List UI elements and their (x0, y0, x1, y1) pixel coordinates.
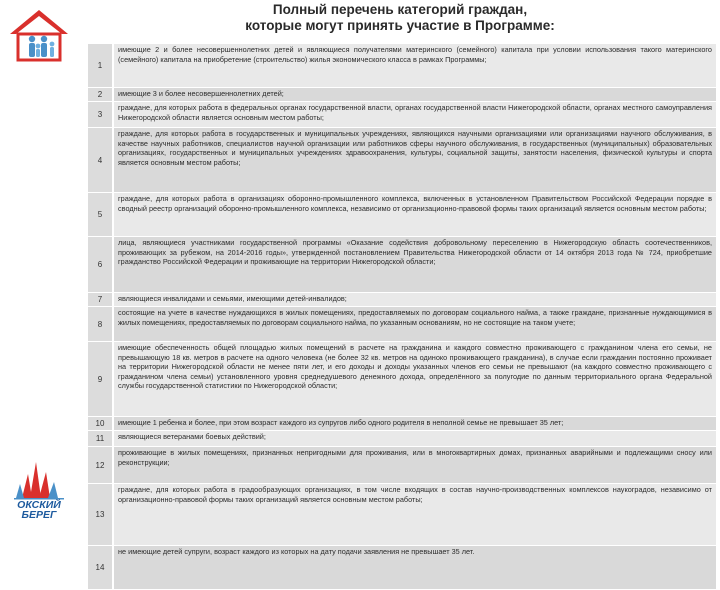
table-row (88, 128, 716, 193)
row-number: 11 (88, 431, 114, 446)
page-title: Полный перечень категорий граждан, которые могут принять участие в Программе: (245, 2, 555, 33)
table-row (88, 307, 716, 342)
row-number: 13 (88, 484, 114, 545)
row-text: являющиеся ветеранами боевых действий; (114, 431, 716, 446)
row-number: 1 (88, 44, 114, 87)
row-number: 4 (88, 128, 114, 192)
row-number: 12 (88, 447, 114, 483)
row-number: 8 (88, 307, 114, 341)
table-row (88, 546, 716, 590)
table-row (88, 447, 716, 484)
row-number: 9 (88, 342, 114, 416)
row-number: 10 (88, 417, 114, 430)
skyline-logo-icon (6, 458, 72, 536)
row-text: граждане, для которых работа в градообразующих организациях, в том числе входящих в состав научно-производственных комплексов наукоградов, независимо от организационно-правовой формы таких организаций является основным местом работы; (114, 484, 716, 545)
row-text: граждане, для которых работа в федеральных органах государственной власти, органах государственной власти Нижегородской области, органах местного самоуправления Нижегородской области является основным местом работы; (114, 102, 716, 127)
categories-table (88, 44, 716, 590)
row-text: имеющие обеспеченность общей площадью жилых помещений в расчете на гражданина и каждого совместно проживающего с гражданином члена его семьи, не превышающую 18 кв. метров в расчете на одного человека (не более 32 кв. метров на одиноко проживающего гражданина), в случае если гражданин постоянно проживает на территории Нижегородской области не менее пяти лет, и его доходы и доходы указанных членов его семьи не превышают (на каждого совместно проживающего с гражданином члена семьи) установленного уровня среднедушевого денежного дохода, определённого за полугодие по данным территориального органа Федеральной службы государственной статистики по Нижегородской области; (114, 342, 716, 416)
table-row (88, 88, 716, 102)
table-row (88, 484, 716, 546)
table-row (88, 237, 716, 293)
table-row (88, 417, 716, 431)
row-number: 14 (88, 546, 114, 589)
row-number: 3 (88, 102, 114, 127)
table-row (88, 44, 716, 88)
row-number: 6 (88, 237, 114, 292)
brand-name: ОКСКИЙ БЕРЕГ (17, 499, 61, 521)
row-text: имеющие 2 и более несовершеннолетних детей и являющиеся получателями материнского (семейного) капитала при условии использования такого материнского (семейного) капитала на приобретение (строительство) жилья экономического класса в рамках Программы; (114, 44, 716, 87)
table-row (88, 293, 716, 307)
row-number: 7 (88, 293, 114, 306)
table-row (88, 193, 716, 237)
row-text: лица, являющиеся участниками государственной программы «Оказание содействия добровольному переселению в Нижегородскую область соотечественников, проживающих за рубежом, на 2014-2016 годы», утвержденной постановлением Правительства Нижегородской области от 14 октября 2013 года № 724, приобретшие гражданство Российской Федерации и проживающие на территории Нижегородской области; (114, 237, 716, 292)
row-number: 5 (88, 193, 114, 236)
row-text: имеющие 3 и более несовершеннолетних детей; (114, 88, 716, 101)
row-text: граждане, для которых работа в государственных и муниципальных учреждениях, являющихся научными организациями или организациями научного обслуживания, в качестве научных работников, специалистов научной организации или работников сферы научного обслуживания, в государственных (муниципальных) образовательных организациях, государственных и муниципальных учреждениях здравоохранения, культуры, социальной защиты, занятости населения, физической культуры и спорта является основным местом работы; (114, 128, 716, 192)
row-text: состоящие на учете в качестве нуждающихся в жилых помещениях, предоставляемых по договорам социального найма, а также граждане, признанные нуждающимися в жилых помещениях, предоставляемых по договорам социального найма, по указанным основаниям, но не состоящие на таком учете; (114, 307, 716, 341)
row-text: не имеющие детей супруги, возраст каждого из которых на дату подачи заявления не превышает 35 лет. (114, 546, 716, 589)
table-row (88, 431, 716, 447)
row-text: проживающие в жилых помещениях, признанных непригодными для проживания, или в многоквартирных домах, признанных аварийными и подлежащими сносу или реконструкции; (114, 447, 716, 483)
row-number: 2 (88, 88, 114, 101)
table-row (88, 102, 716, 128)
row-text: являющиеся инвалидами и семьями, имеющими детей-инвалидов; (114, 293, 716, 306)
house-family-logo-icon (6, 8, 72, 62)
table-row (88, 342, 716, 417)
row-text: имеющие 1 ребенка и более, при этом возраст каждого из супругов либо одного родителя в неполной семье не превышает 35 лет; (114, 417, 716, 430)
row-text: граждане, для которых работа в организациях оборонно-промышленного комплекса, включенных в установленном Правительством Российской Федерации порядке в сводный реестр организаций оборонно-промышленного комплекса, независимо от организационно-правовой формы таких организаций является основным местом работы; (114, 193, 716, 236)
